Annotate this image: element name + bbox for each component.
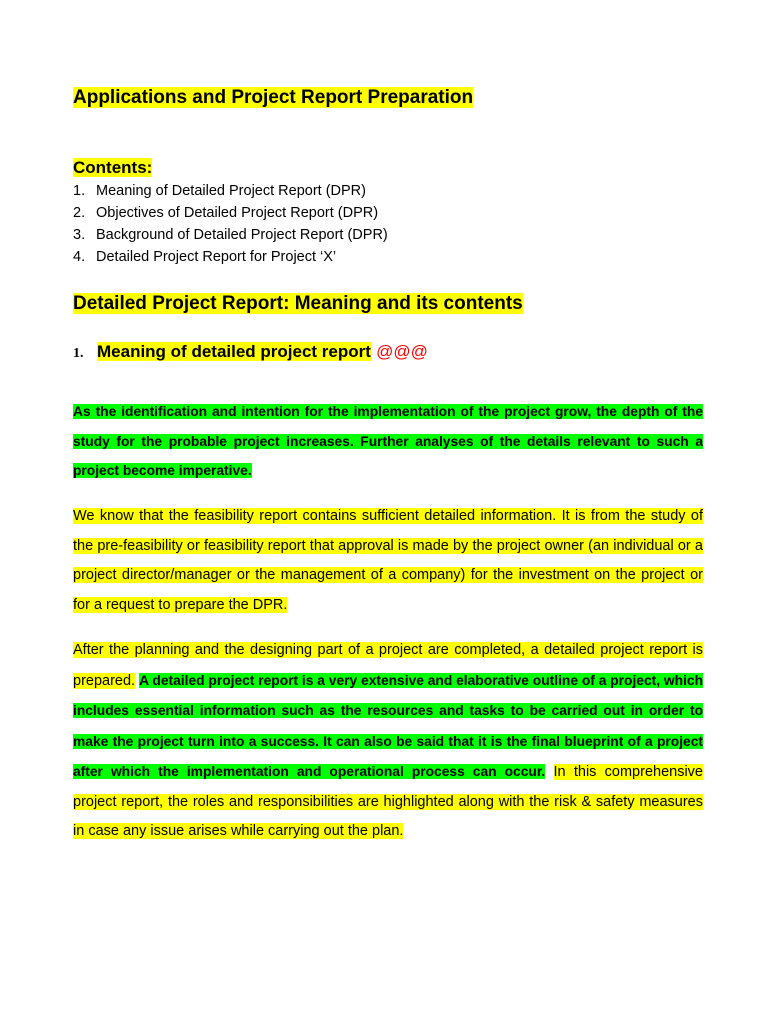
contents-item-number: 1. — [73, 183, 86, 199]
contents-heading-text: Contents: — [73, 158, 153, 177]
section-heading-text: Detailed Project Report: Meaning and its contents — [73, 293, 523, 314]
paragraph-intro-text: As the identification and intention for the implementation of the project grow, the depth of the study for the probable project increases. Further analyses of the details relevant to such a project become imperative. — [73, 404, 703, 478]
contents-item-number: 4. — [73, 249, 86, 265]
paragraph-definition-end: In this comprehensive project report, the roles and responsibilities are highlighted along with the risk & safety measures in case any issue arises while carrying out the plan. — [73, 764, 703, 839]
contents-item-text: Objectives of Detailed Project Report (DPR) — [96, 205, 379, 221]
contents-item-text: Background of Detailed Project Report (DPR) — [96, 227, 388, 243]
contents-item — [73, 202, 388, 224]
section-heading — [73, 292, 523, 316]
subsection-heading — [73, 340, 428, 365]
contents-item — [73, 180, 388, 202]
document-title — [73, 86, 473, 110]
paragraph-definition-bold: A detailed project report is a very extensive and elaborative outline of a project, which includes essential information such as the resources and tasks to be carried out in order to make the project turn into a success. It can also be said that it is the final blueprint of a project after which the implementation and operational process can occur. — [73, 672, 704, 779]
contents-heading — [73, 157, 152, 179]
subsection-title: Meaning of detailed project report — [97, 342, 371, 361]
contents-list — [73, 180, 388, 268]
contents-item-text: Meaning of Detailed Project Report (DPR) — [96, 183, 366, 199]
contents-item-text: Detailed Project Report for Project ‘X’ — [96, 249, 337, 265]
paragraph-intro — [73, 397, 703, 486]
paragraph-feasibility-text: We know that the feasibility report contains sufficient detailed information. It is from the study of the pre-feasibility or feasibility report that approval is made by the project owner (an individual or a project director/manager or the management of a company) for the investment on the project or for a request to prepare the DPR. — [73, 508, 703, 613]
contents-item-number: 2. — [73, 205, 86, 221]
paragraph-feasibility — [73, 502, 703, 620]
contents-item — [73, 246, 388, 268]
contents-item — [73, 224, 388, 246]
paragraph-definition-start: After the planning and the designing part of a project are completed, a detailed project report is prepared. — [73, 642, 703, 689]
subsection-marks: @@@ — [376, 342, 428, 361]
contents-item-number: 3. — [73, 227, 86, 243]
paragraph-definition — [73, 636, 703, 847]
subsection-number: 1. — [73, 346, 84, 361]
document-title-text: Applications and Project Report Preparation — [73, 87, 474, 108]
